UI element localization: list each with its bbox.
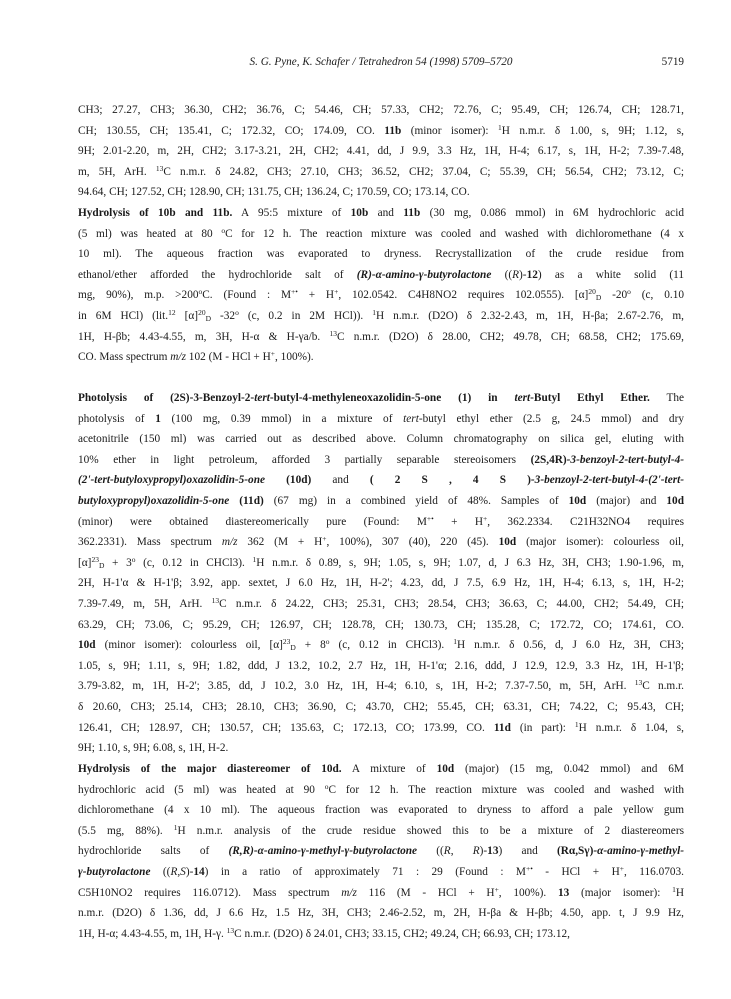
text-line xyxy=(78,141,684,162)
text-line xyxy=(78,491,684,512)
superscript: 20 xyxy=(588,287,596,297)
text-run: ) and xyxy=(498,845,557,858)
text-run: , 100%), 307 (40), 220 (45). xyxy=(326,536,499,549)
text-line xyxy=(78,306,684,327)
italic-text: R xyxy=(472,845,480,858)
italic-text: R,S xyxy=(170,865,186,878)
superscript: o xyxy=(627,287,631,297)
text-run: 10 ml). The aqueous fraction was evaporated to dryness. Recrystallization of the crude residue from xyxy=(78,248,684,261)
text-line xyxy=(78,327,684,348)
text-line xyxy=(78,100,684,121)
text-line xyxy=(78,800,684,821)
text-run: + 8 xyxy=(295,639,326,652)
hydrolysis-10b-11b-paragraph xyxy=(78,203,684,368)
text-line xyxy=(78,265,684,286)
text-run: , 102.0542. C4H8NO2 requires 102.0555). [α] xyxy=(338,289,589,302)
bold-text: -Butyl Ethyl Ether. xyxy=(530,392,650,404)
text-run: (100 mg, 0.39 mmol) in a mixture of xyxy=(160,412,404,425)
superscript: 1 xyxy=(453,637,457,647)
compound-name: tert xyxy=(254,392,270,404)
bold-text: (Rα,Sγ) xyxy=(556,845,594,858)
superscript: o xyxy=(198,287,203,297)
hydrolysis-major-10d-paragraph xyxy=(78,759,684,944)
superscript: 1 xyxy=(672,884,676,894)
text-line xyxy=(78,903,684,924)
text-run: (( xyxy=(417,845,444,858)
superscript: + xyxy=(619,863,624,873)
subscript: D xyxy=(205,313,211,323)
text-run: (minor isomer): xyxy=(401,124,499,137)
text-run: , 100%). xyxy=(275,351,314,364)
text-line xyxy=(78,759,684,780)
text-line xyxy=(78,656,684,677)
text-run: H xyxy=(675,886,684,899)
superscript: 13 xyxy=(155,163,164,173)
text-line xyxy=(78,553,684,574)
text-run: C for 12 h. The reaction mixture was cooled and washed with dichloromethane (4 x xyxy=(225,227,684,240)
bold-text: 1 xyxy=(155,412,161,425)
text-run: 63.29, CH; 73.06, C; 95.29, CH; 126.97, CH; 128.78, CH; 130.73, CH; 135.28, C; 172.72, CO; 174.61, CO. xyxy=(78,618,684,631)
text-line xyxy=(78,532,684,553)
photolysis-tert-butyl-ethyl-ether-paragraph xyxy=(78,388,684,759)
text-run: 9H; 1.10, s, 9H; 6.08, s, 1H, H-2. xyxy=(78,742,229,755)
text-run: photolysis of xyxy=(78,412,156,425)
text-run: 94.64, CH; 127.52, CH; 128.90, CH; 131.75, CH; 136.24, C; 170.59, CO; 173.14, CO. xyxy=(78,186,470,199)
superscript: 23 xyxy=(282,637,291,647)
text-run: CH3; 27.27, CH3; 36.30, CH2; 36.76, C; 54.46, CH; 57.33, CH2; 72.76, C; 95.49, CH; 126.74, CH; 128.71, xyxy=(78,104,684,116)
text-run: n.m.r. (D2O) δ 1.36, dd, J 6.6 Hz, 1.5 Hz, 3H, CH3; 2.46-2.52, m, 2H, H-βa & H-βb; 4.50, app. t, J 9.9 Hz, xyxy=(78,907,684,920)
subscript: D xyxy=(290,643,296,653)
text-run xyxy=(229,495,239,507)
text-line xyxy=(78,388,684,409)
text-run: C n.m.r. δ 24.82, CH3; 27.10, CH3; 36.52, CH2; 37.04, C; 55.39, CH; 56.54, CH2; 73.12, C; xyxy=(163,165,684,178)
text-run: mg, 90%), m.p. >200 xyxy=(78,289,199,302)
text-line xyxy=(78,573,684,594)
subscript: D xyxy=(98,560,105,570)
text-run: 362.2331). Mass spectrum xyxy=(78,536,222,549)
superscript: + xyxy=(483,513,488,523)
text-run: and xyxy=(368,207,404,219)
superscript: 13 xyxy=(211,595,220,605)
superscript: o xyxy=(235,307,239,317)
text-run: H n.m.r. (D2O) δ 2.32-2.43, m, 1H, H-βa; 2.67-2.76, m, xyxy=(376,309,684,322)
bold-text: 10d xyxy=(498,536,517,549)
superscript: 1 xyxy=(372,307,376,317)
bold-text: ( 2 S , 4 S ) xyxy=(369,474,531,487)
text-run: ) as a white solid (11 xyxy=(537,268,684,281)
text-line xyxy=(78,121,684,142)
superscript: 13 xyxy=(634,678,643,688)
text-run: 2H, H-1'α & H-1'β; 3.92, app. sextet, J 6.0 Hz, 1H, H-2'; 4.23, dd, J 7.5, 6.9 Hz, 1H, H-4; 6.13, s, 1H, H-2; xyxy=(78,577,684,590)
text-run: CH; 130.55, CH; 135.41, C; 172.32, CO; 174.09, CO. xyxy=(78,124,385,137)
text-run: (( xyxy=(150,865,171,878)
text-line xyxy=(78,615,684,636)
text-run: (c, 0.12 in CHCl3). xyxy=(329,639,454,652)
compound-name: tert xyxy=(514,392,531,404)
text-run: [α] xyxy=(78,556,92,569)
compound-name: butyloxypropyl)oxazolidin-5-one xyxy=(78,494,230,507)
text-run: )- xyxy=(479,845,488,858)
text-line xyxy=(78,203,684,224)
text-run: 9H; 2.01-2.20, m, 2H, CH2; 3.17-3.21, 2H, CH2; 4.41, dd, J 9.9, 3.3 Hz, 1H, H-4; 6.17, s, 1H, H-2; 7.39-7.48, xyxy=(78,145,684,158)
bold-text: -butyl-4-methyleneoxazolidin-5-one (1) in xyxy=(269,392,515,404)
bold-text: 10d xyxy=(436,763,455,775)
text-run: H n.m.r. δ 0.89, s, 9H; 1.05, s, 9H; 1.07, d, J 6.3 Hz, 3H, CH3; 1.90-1.96, m, xyxy=(256,556,684,569)
running-head: S. G. Pyne, K. Schafer / Tetrahedron 54 (1998) 5709–5720 xyxy=(249,56,513,68)
text-run: (5 ml) was heated at 80 xyxy=(78,227,222,240)
bold-text: Hydrolysis of 10b and 11b. xyxy=(78,207,233,219)
superscript: 23 xyxy=(91,554,99,564)
superscript: o xyxy=(324,781,329,791)
text-run: )- xyxy=(519,268,527,281)
text-run: in 6M HCl) (lit. xyxy=(78,309,169,322)
text-line xyxy=(78,429,684,450)
text-run: δ 20.60, CH3; 25.14, CH3; 28.10, CH3; 36.90, C; 43.70, CH2; 55.45, CH; 63.31, CH; 74.22, C; 95.43, CH; xyxy=(78,700,684,713)
text-run: C. (Found : M xyxy=(202,289,291,302)
superscript: +• xyxy=(426,513,434,523)
bold-text: 12 xyxy=(526,268,538,281)
superscript: 1 xyxy=(574,719,579,729)
text-run: CO. Mass spectrum xyxy=(78,351,171,364)
text-run: C n.m.r. (D2O) δ 24.01, CH3; 33.15, CH2; 49.24, CH; 66.93, CH; 173.12, xyxy=(234,927,570,940)
text-run: - HCl + H xyxy=(532,865,620,878)
text-run: 1.05, s, 9H; 1.11, s, 9H; 1.82, ddd, J 13.2, 10.2, 2.7 Hz, 1H, H-1'α; 2.16, ddd, J 12.9, 12.9, 3.3 Hz, 1H, H-1'β; xyxy=(78,659,684,672)
text-run: C n.m.r. δ 24.22, CH3; 25.31, CH3; 28.54, CH3; 36.63, C; 44.00, CH2; 54.49, CH; xyxy=(219,597,684,610)
text-line xyxy=(78,841,684,862)
superscript: + xyxy=(322,534,327,544)
text-run xyxy=(265,474,286,486)
text-run: The xyxy=(649,392,684,404)
text-run: 116 (M - HCl + H xyxy=(356,886,495,899)
superscript: 1 xyxy=(252,554,257,564)
text-run: H n.m.r. δ 1.00, s, 9H; 1.12, s, xyxy=(501,124,684,137)
text-run: (30 mg, 0.086 mmol) in 6M hydrochloric acid xyxy=(420,207,684,219)
nmr-data-paragraph-11b xyxy=(78,100,684,203)
superscript: 20 xyxy=(198,307,206,317)
text-line xyxy=(78,738,684,759)
text-run: (c, 0.10 xyxy=(630,289,684,302)
text-run: C for 12 h. The reaction mixture was cooled and washed with xyxy=(328,783,684,796)
compound-name: -3-benzoyl-2-tert-butyl-4-(2'-tert- xyxy=(530,474,684,487)
superscript: o xyxy=(131,554,136,564)
text-run: 7.39-7.49, m, 5H, ArH. xyxy=(78,597,212,610)
superscript: o xyxy=(325,637,330,647)
superscript: 1 xyxy=(498,122,502,132)
text-run: 126.41, CH; 128.97, CH; 130.57, CH; 135.63, C; 172.13, CO; 173.99, CO. xyxy=(78,721,494,734)
text-run: acetonitrile (150 ml) was carried out as described above. Column chromatography on silica gel, eluting with xyxy=(78,433,684,446)
superscript: 12 xyxy=(168,307,176,317)
text-run: hydrochloride salts of xyxy=(78,845,229,858)
subscript: D xyxy=(595,293,602,303)
text-line xyxy=(78,718,684,739)
bold-text: (11d) xyxy=(239,494,264,507)
superscript: + xyxy=(334,287,339,297)
text-line xyxy=(78,347,684,368)
text-run: ethanol/ether afforded the hydrochloride salt of xyxy=(78,268,357,281)
text-run: )- xyxy=(185,865,194,878)
bold-text: 11d xyxy=(493,721,511,734)
text-line xyxy=(78,162,684,183)
bold-text: 14 xyxy=(193,865,205,878)
text-run: (major isomer): colourless oil, xyxy=(516,536,684,549)
text-run: A mixture of xyxy=(341,763,437,775)
text-run: 10% ether in light petroleum, afforded 3 partially separable stereoisomers xyxy=(78,453,531,466)
compound-name: γ-butyrolactone xyxy=(78,865,151,878)
text-line xyxy=(78,450,684,471)
page-header xyxy=(78,56,684,72)
text-run: [α] xyxy=(175,309,199,322)
text-run: (major isomer): xyxy=(569,886,673,899)
page-number: 5719 xyxy=(661,56,684,68)
text-run: (( xyxy=(491,268,513,281)
text-run: (67 mg) in a combined yield of 48%. Samples of xyxy=(263,494,569,507)
text-line xyxy=(78,470,684,491)
text-line xyxy=(78,821,684,842)
superscript: + xyxy=(270,349,276,359)
text-run: (c, 0.2 in 2M HCl)). xyxy=(238,309,373,322)
italic-text: m/z xyxy=(170,351,186,364)
bold-text: 10d xyxy=(666,494,684,507)
italic-text: R xyxy=(512,268,520,281)
text-run: + H xyxy=(297,289,335,302)
text-run: (minor isomer): colourless oil, [α] xyxy=(95,639,283,652)
bold-text: 13 xyxy=(487,845,499,858)
text-run: , 100%). xyxy=(498,886,558,899)
italic-text: tert xyxy=(403,412,419,425)
superscript: +• xyxy=(525,863,533,873)
text-run: + H xyxy=(433,515,483,528)
text-line xyxy=(78,244,684,265)
text-run: + 3 xyxy=(104,556,132,569)
text-run: 3.79-3.82, m, 1H, H-2'; 3.85, dd, J 10.2, 3.0 Hz, 1H, H-4; 6.10, s, 1H, H-2; 7.37-7.50, m, 5H, ArH. xyxy=(78,680,635,693)
superscript: 13 xyxy=(329,328,337,338)
bold-text: 11b xyxy=(384,124,402,137)
text-line xyxy=(78,224,684,245)
bold-text: Hydrolysis of the major diastereomer of 10d. xyxy=(78,763,342,775)
superscript: +• xyxy=(291,287,298,297)
italic-text: m/z xyxy=(221,536,238,549)
superscript: 13 xyxy=(226,925,235,935)
text-run: (5.5 mg, 88%). xyxy=(78,824,174,837)
compound-name: (R)-α-amino-γ-butyrolactone xyxy=(356,268,492,281)
bold-text: 10b xyxy=(350,207,369,219)
text-line xyxy=(78,780,684,801)
superscript: o xyxy=(221,225,226,235)
text-run: and xyxy=(311,474,370,487)
text-run: -20 xyxy=(601,289,628,302)
text-run: (c, 0.12 in CHCl3). xyxy=(135,556,253,569)
text-run: , 362.2334. C21H32NO4 requires xyxy=(487,515,684,528)
text-line xyxy=(78,883,684,904)
text-line xyxy=(78,409,684,430)
text-line xyxy=(78,924,684,945)
text-run: C n.m.r. xyxy=(642,680,684,693)
text-run: ) in a ratio of approximately 71 : 29 (Found : M xyxy=(204,865,526,878)
bold-text: 11b xyxy=(403,207,421,219)
superscript: + xyxy=(494,884,499,894)
bold-text: (10d) xyxy=(286,474,312,487)
bold-text: (2S,4R) xyxy=(530,453,567,466)
text-run: (major) and xyxy=(586,494,667,507)
text-run: , xyxy=(450,845,473,858)
text-line xyxy=(78,697,684,718)
text-run: (in part): xyxy=(510,721,575,734)
text-run: , 116.0703. xyxy=(623,865,684,878)
text-run: (minor) were obtained diastereomerically pure (Found: M xyxy=(78,515,427,528)
text-line xyxy=(78,676,684,697)
text-run: 362 (M + H xyxy=(237,536,323,549)
text-line xyxy=(78,862,684,883)
bold-text: 10d xyxy=(568,494,587,507)
bold-text: 10d xyxy=(78,639,96,652)
text-line xyxy=(78,285,684,306)
text-line xyxy=(78,512,684,533)
text-run: 1H, H-α; 4.43-4.55, m, 1H, H-γ. xyxy=(78,927,227,940)
italic-text: m/z xyxy=(341,886,357,899)
text-line xyxy=(78,182,684,203)
text-run: 1H, H-βb; 4.43-4.55, m, 3H, H-α & H-γa/b. xyxy=(78,330,330,343)
compound-name: (2'-tert-butyloxypropyl)oxazolidin-5-one xyxy=(78,474,266,487)
compound-name: -3-benzoyl-2-tert-butyl-4- xyxy=(566,453,684,466)
text-run: (major) (15 mg, 0.042 mmol) and 6M xyxy=(454,763,684,775)
compound-name: -α-amino-γ-methyl- xyxy=(593,845,684,858)
text-line xyxy=(78,594,684,615)
italic-text: R xyxy=(443,845,451,858)
text-run: dichloromethane (4 x 10 ml). The aqueous fraction was evaporated to dryness to afford a pale yellow gum xyxy=(78,804,684,817)
superscript: 1 xyxy=(173,822,178,832)
bold-text: Photolysis of (2S)-3-Benzoyl-2- xyxy=(78,392,255,404)
bold-text: 13 xyxy=(557,886,570,899)
text-run: m, 5H, ArH. xyxy=(78,165,156,178)
text-run: H n.m.r. δ 0.56, d, J 6.0 Hz, 3H, CH3; xyxy=(456,639,684,652)
text-run: hydrochloric acid (5 ml) was heated at 90 xyxy=(78,783,325,796)
text-run: H n.m.r. δ 1.04, s, xyxy=(578,721,684,734)
compound-name: (R,R)-α-amino-γ-methyl-γ-butyrolactone xyxy=(228,845,418,858)
text-line xyxy=(78,635,684,656)
text-run: -32 xyxy=(210,309,236,322)
text-run: 102 (M - HCl + H xyxy=(185,351,271,364)
text-run: -butyl ethyl ether (2.5 g, 24.5 mmol) and dry xyxy=(418,412,684,425)
text-run: A 95:5 mixture of xyxy=(232,207,351,219)
text-run: C n.m.r. (D2O) δ 28.00, CH2; 49.78, CH; 68.58, CH2; 175.69, xyxy=(336,330,684,343)
text-run: H n.m.r. analysis of the crude residue showed this to be a mixture of 2 diastereomers xyxy=(177,824,684,837)
text-run: C5H10NO2 requires 116.0712). Mass spectrum xyxy=(78,886,342,899)
